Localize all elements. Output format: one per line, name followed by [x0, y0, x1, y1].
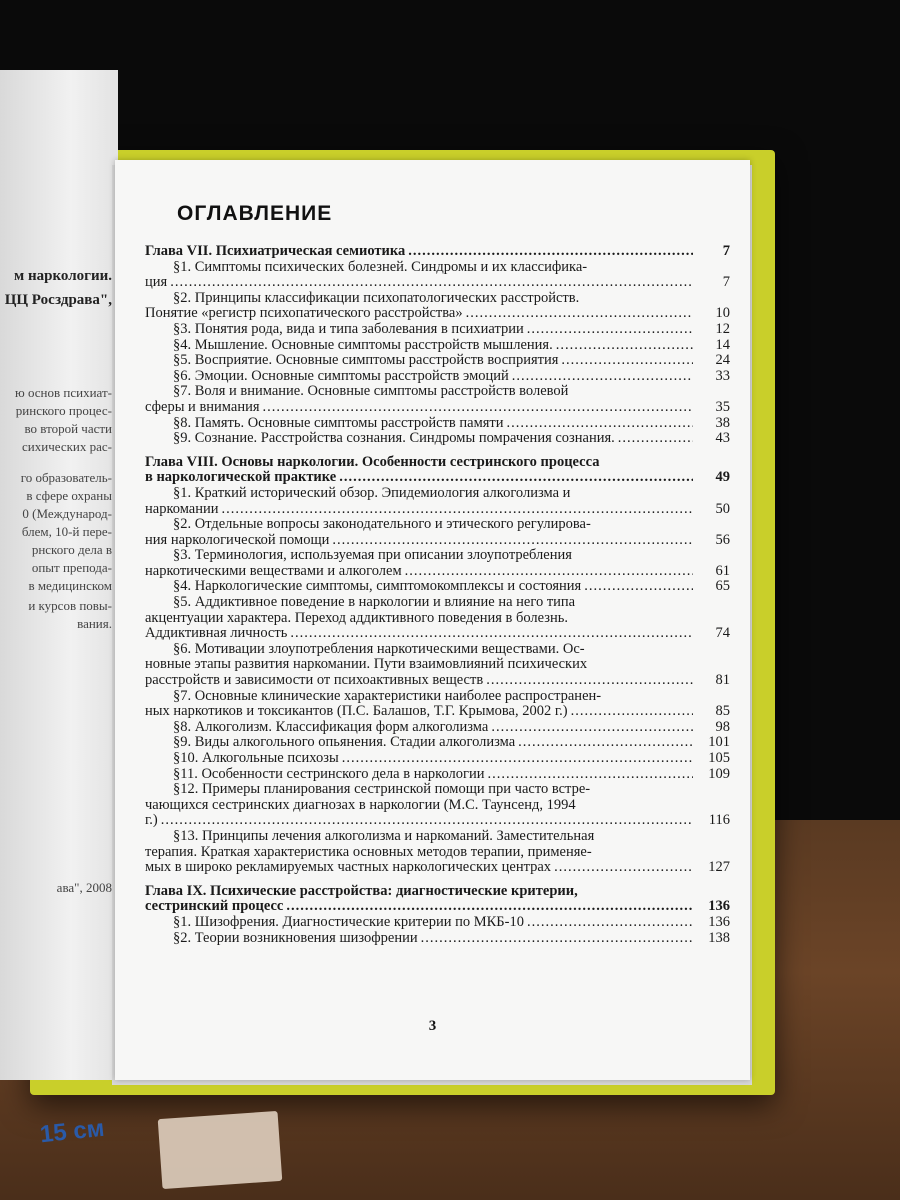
- left-page-text-fragment: вания.: [77, 616, 112, 631]
- toc-entry-row: [145, 626, 730, 642]
- leader-dots: [161, 813, 693, 829]
- leader-dots: [342, 751, 693, 767]
- toc-entry-text: §4. Наркологические симптомы, симптомокомплексы и состояния: [173, 578, 582, 595]
- toc-entry-row: [145, 275, 730, 291]
- toc-entry: [145, 384, 730, 415]
- ruler-label: 15 см: [38, 1114, 106, 1149]
- toc-entry-row: [145, 931, 730, 947]
- toc-entry-text: §4. Мышление. Основные симптомы расстройств мышления.: [173, 336, 553, 353]
- toc-entry-line: §7. Основные клинические характеристики наиболее распространен-: [173, 687, 602, 704]
- leader-dots: [618, 431, 693, 447]
- toc-entry-row: [145, 704, 730, 720]
- toc-entry: [145, 829, 730, 876]
- toc-entry-text: §6. Эмоции. Основные симптомы расстройств эмоций: [173, 367, 509, 384]
- toc-page-number: 74: [715, 625, 730, 642]
- toc-entry: [145, 642, 730, 689]
- toc-entry-row: [145, 322, 730, 338]
- left-page-text-fragment: го образователь-: [20, 470, 112, 485]
- chapter-title-row: [145, 244, 730, 260]
- left-page-text-fragment: в сфере охраны: [26, 488, 112, 503]
- toc-entry-row: [145, 431, 730, 447]
- chapter-heading: [145, 244, 730, 260]
- left-page-text-fragment: 0 (Международ-: [22, 506, 112, 521]
- toc-entry-text: §1. Шизофрения. Диагностические критерии по МКБ-10: [173, 913, 524, 930]
- toc-entry: [145, 338, 730, 354]
- toc-entry-row: [145, 813, 730, 829]
- chapter-heading: [145, 455, 730, 486]
- leader-dots: [571, 704, 693, 720]
- toc-entry-text: сестринский процесс: [145, 898, 284, 915]
- toc-entry: [145, 720, 730, 736]
- toc-page-number: 7: [722, 274, 730, 291]
- toc-entry-text: §3. Понятия рода, вида и типа заболевания в психиатрии: [173, 320, 524, 337]
- toc-entry: [145, 517, 730, 548]
- toc-entry: [145, 416, 730, 432]
- leader-dots: [405, 564, 693, 580]
- toc-entry-line: Глава VIII. Основы наркологии. Особенности сестринского процесса: [145, 453, 600, 470]
- toc-page-number: 136: [708, 898, 730, 915]
- toc-page-number: 10: [715, 305, 730, 322]
- toc-entry-line: §12. Примеры планирования сестринской помощи при часто встре-: [173, 781, 591, 798]
- toc-entry: [145, 735, 730, 751]
- leader-dots: [554, 860, 693, 876]
- leader-dots: [222, 502, 693, 518]
- toc-entry: [145, 751, 730, 767]
- toc-entry-row: [145, 353, 730, 369]
- toc-page-number: 127: [708, 859, 730, 876]
- leader-dots: [486, 673, 693, 689]
- leader-dots: [290, 626, 693, 642]
- toc-entry-text: наркомании: [145, 500, 219, 517]
- left-page-text-fragment: во второй части: [24, 421, 112, 436]
- chapter-title-row: [145, 899, 730, 915]
- toc-entry-row: [145, 767, 730, 783]
- toc-entry: [145, 353, 730, 369]
- toc-page-number: 56: [715, 531, 730, 548]
- toc-entry-text: §5. Восприятие. Основные симптомы расстройств восприятия: [173, 352, 559, 369]
- leader-dots: [527, 915, 693, 931]
- toc-page-number: 61: [715, 562, 730, 579]
- toc-entry: [145, 322, 730, 338]
- toc-entry-line: акцентуации характера. Переход аддиктивного поведения в болезнь.: [145, 609, 568, 626]
- leader-dots: [491, 720, 693, 736]
- toc-entry-row: [145, 338, 730, 354]
- toc-entry-text: §9. Виды алкогольного опьянения. Стадии алкоголизма: [173, 734, 516, 751]
- leader-dots: [421, 931, 693, 947]
- toc-entry-text: ция: [145, 274, 168, 291]
- toc-entry-line: §13. Принципы лечения алкоголизма и наркоманий. Заместительная: [173, 827, 595, 844]
- toc-entry-line: §1. Симптомы психических болезней. Синдромы и их классифика-: [173, 258, 588, 275]
- left-page-text-fragment: ринского процес-: [15, 403, 112, 418]
- toc-entry-text: §10. Алкогольные психозы: [173, 750, 339, 766]
- toc-page-number: 65: [715, 578, 730, 595]
- left-page-text-fragment: в медицинском: [28, 578, 112, 593]
- toc-page-number: 14: [715, 336, 730, 353]
- toc-entry: [145, 782, 730, 829]
- toc-entry: [145, 291, 730, 322]
- toc-entry: [145, 767, 730, 783]
- leader-dots: [170, 275, 693, 291]
- toc-entry-row: [145, 400, 730, 416]
- toc-entry-text: ных наркотиков и токсикантов (П.С. Балашов, Т.Г. Крымова, 2002 г.): [145, 703, 568, 720]
- toc-entry-row: [145, 369, 730, 385]
- left-page-text-fragment: ЦЦ Росздрава",: [4, 292, 112, 308]
- toc-entry: [145, 595, 730, 642]
- toc-page-number: 105: [708, 750, 730, 766]
- page-number: 3: [428, 1018, 437, 1034]
- leader-dots: [263, 400, 693, 416]
- left-page-text-fragment: ава", 2008: [56, 880, 112, 895]
- leader-dots: [584, 579, 693, 595]
- toc-entry-row: [145, 915, 730, 931]
- toc-entry-line: новные этапы развития наркомании. Пути взаимовлияний психических: [145, 656, 588, 673]
- toc-page-number: 98: [715, 718, 730, 735]
- toc-entry-text: §11. Особенности сестринского дела в наркологии: [173, 765, 485, 782]
- toc-entry: [145, 689, 730, 720]
- toc-entry-text: наркотическими веществами и алкоголем: [145, 562, 402, 579]
- toc-entry-row: [145, 564, 730, 580]
- toc-entry-row: [145, 720, 730, 736]
- leader-dots: [512, 369, 693, 385]
- toc-page-number: 49: [715, 469, 730, 486]
- leader-dots: [408, 244, 693, 260]
- chapter-heading: [145, 884, 730, 915]
- toc-entry: [145, 579, 730, 595]
- toc-entry-text: §8. Алкоголизм. Классификация форм алкоголизма: [173, 718, 489, 735]
- toc-entry-text: г.): [145, 812, 158, 829]
- leader-dots: [561, 353, 693, 369]
- left-page: [0, 70, 118, 1080]
- left-page-text-fragment: рнского дела в: [31, 542, 112, 557]
- toc-entry-row: [145, 579, 730, 595]
- page-title: ОГЛАВЛЕНИЕ: [177, 202, 333, 225]
- toc-page: [115, 160, 750, 1080]
- toc-entry: [145, 260, 730, 291]
- toc-entry-text: §9. Сознание. Расстройства сознания. Синдромы помрачения сознания.: [173, 430, 615, 447]
- toc-entry-text: расстройств и зависимости от психоактивных веществ: [145, 672, 484, 689]
- toc-page-number: 7: [722, 243, 730, 259]
- toc-entry-text: Аддиктивная личность: [145, 625, 288, 642]
- toc-entry-row: [145, 751, 730, 767]
- toc-entry-text: в наркологической практике: [145, 469, 337, 486]
- toc-entry-line: §1. Краткий исторический обзор. Эпидемиология алкоголизма и: [173, 484, 571, 501]
- toc-entry-text: мых в широко рекламируемых частных наркологических центрах: [145, 859, 552, 876]
- toc-entry-text: §8. Память. Основные симптомы расстройств памяти: [173, 414, 504, 431]
- toc-page-number: 136: [708, 913, 730, 930]
- leader-dots: [556, 338, 693, 354]
- leader-dots: [527, 322, 693, 338]
- left-page-text-fragment: сихических рас-: [22, 439, 112, 454]
- leader-dots: [507, 416, 693, 432]
- toc-entry-text: сферы и внимания: [145, 398, 260, 415]
- leader-dots: [466, 306, 693, 322]
- toc-page-number: 33: [715, 367, 730, 384]
- toc-entry-row: [145, 673, 730, 689]
- toc-entry-line: терапия. Краткая характеристика основных методов терапии, применяе-: [145, 843, 592, 860]
- toc-page-number: 109: [708, 765, 730, 782]
- toc-page-number: 43: [715, 430, 730, 447]
- toc-entry-text: Понятие «регистр психопатического расстройства»: [145, 305, 463, 322]
- toc-entry-line: §7. Воля и внимание. Основные симптомы расстройств волевой: [173, 383, 569, 400]
- toc-entry-line: Глава IX. Психические расстройства: диагностические критерии,: [145, 882, 578, 899]
- leader-dots: [339, 470, 693, 486]
- toc-entry: [145, 931, 730, 947]
- toc-page-number: 50: [715, 500, 730, 517]
- toc-entry-line: §5. Аддиктивное поведение в наркологии и влияние на него типа: [173, 594, 576, 611]
- toc-entry-text: §2. Теории возникновения шизофрении: [173, 929, 418, 946]
- toc-entry-row: [145, 416, 730, 432]
- toc-entry-line: §3. Терминология, используемая при описании злоупотребления: [173, 547, 572, 564]
- toc-page-number: 116: [708, 812, 730, 829]
- leader-dots: [487, 767, 693, 783]
- toc-entry: [145, 369, 730, 385]
- left-page-text-fragment: ю основ психиат-: [15, 385, 112, 400]
- toc-entry: [145, 548, 730, 579]
- toc-entry-text: Глава VII. Психиатрическая семиотика: [145, 243, 406, 259]
- toc-entry: [145, 486, 730, 517]
- toc-page-number: 24: [715, 352, 730, 369]
- toc-entry-line: §2. Принципы классификации психопатологических расстройств.: [173, 289, 580, 306]
- toc-entry: [145, 431, 730, 447]
- left-page-text-fragment: м наркологии.: [14, 268, 112, 284]
- toc-entry-row: [145, 533, 730, 549]
- toc-entry-line: чающихся сестринских диагнозах в наркологии (М.С. Таунсенд, 1994: [145, 796, 576, 813]
- table-of-contents: [145, 244, 730, 946]
- toc-entry-row: [145, 502, 730, 518]
- leader-dots: [332, 533, 693, 549]
- toc-entry-row: [145, 735, 730, 751]
- toc-entry-row: [145, 306, 730, 322]
- leader-dots: [286, 899, 693, 915]
- toc-page-number: 38: [715, 414, 730, 431]
- toc-entry-line: §2. Отдельные вопросы законодательного и этического регулирова-: [173, 516, 591, 533]
- toc-entry-line: §6. Мотивации злоупотребления наркотическими веществами. Ос-: [173, 640, 585, 657]
- toc-page-number: 35: [715, 398, 730, 415]
- toc-page-number: 12: [715, 320, 730, 337]
- left-page-text-fragment: блем, 10-й пере-: [21, 524, 112, 539]
- toc-page-number: 138: [708, 929, 730, 946]
- chapter-title-row: [145, 470, 730, 486]
- toc-page-number: 85: [715, 703, 730, 720]
- leader-dots: [518, 735, 693, 751]
- toc-entry: [145, 915, 730, 931]
- left-page-text-fragment: и курсов повы-: [28, 598, 112, 613]
- toc-entry-row: [145, 860, 730, 876]
- left-page-text-fragment: опыт препода-: [31, 560, 112, 575]
- toc-entry-text: ния наркологической помощи: [145, 531, 330, 548]
- price-tag: [158, 1111, 283, 1189]
- toc-page-number: 81: [715, 672, 730, 689]
- toc-page-number: 101: [708, 734, 730, 751]
